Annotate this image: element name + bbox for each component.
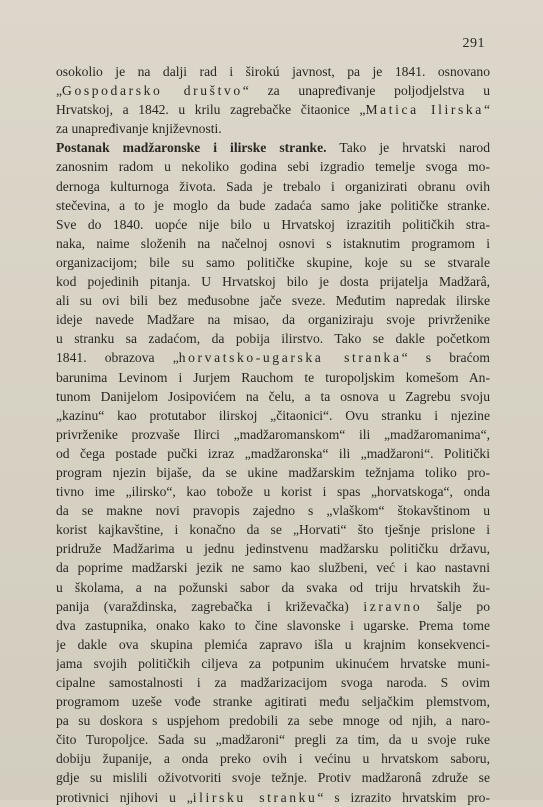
text-line bbox=[56, 387, 490, 406]
body-text bbox=[56, 62, 490, 807]
text-line bbox=[56, 597, 490, 616]
text-segment: čito Turopoljce. Sada su „madžaroni“ pregli za tim, da u svoje ruke bbox=[56, 732, 490, 748]
text-segment: dernoga kulturnoga života. Sada je trebalo i organizirati obranu ovih bbox=[56, 178, 490, 194]
text-line bbox=[56, 539, 490, 558]
text-segment: “ bbox=[483, 102, 490, 118]
spaced-term: horvatsko-ugarska stranka bbox=[178, 350, 402, 366]
text-segment: panija (varaždinska, zagrebačka i križevačka) bbox=[56, 598, 364, 614]
text-line bbox=[56, 253, 490, 272]
text-segment: osokolio je na dalji rad i širokú javnost, pa je 1841. osnovano bbox=[56, 64, 490, 79]
text-line bbox=[56, 177, 490, 196]
text-line bbox=[56, 348, 490, 367]
text-segment: kod pojedinih pitanja. U Hrvatskoj bilo je dosta prijatelja Madžarâ, bbox=[56, 274, 490, 290]
text-segment: ali su ovi bili bez međusobne jače sveze. Međutim napredak ilirske bbox=[56, 293, 490, 309]
text-line bbox=[56, 520, 490, 539]
text-segment: “ s braćom bbox=[401, 350, 490, 366]
text-segment: “ za unapređivanje poljodjelstva u bbox=[242, 83, 490, 99]
text-line bbox=[56, 272, 490, 291]
text-line bbox=[56, 788, 490, 807]
text-line bbox=[56, 558, 490, 577]
text-line bbox=[56, 119, 490, 138]
text-segment: organizacijom; bile su samo političke skupine, koje su se stvarale bbox=[56, 254, 490, 270]
text-segment: stečevina, a to je moglo da bude zadaća samo jake političke stranke. bbox=[56, 197, 490, 213]
text-line bbox=[56, 463, 490, 482]
text-segment: protivnici njihovi u „ bbox=[56, 789, 193, 805]
text-segment: cipalne samostalnosti i za madžarizacijom svoga naroda. S ovim bbox=[56, 675, 490, 690]
text-line bbox=[56, 730, 490, 749]
text-line bbox=[56, 310, 490, 329]
text-line bbox=[56, 234, 490, 253]
text-segment: tunom Danijelom Josipovićem na čelu, a ta osnova u Zagrebu svoju bbox=[56, 388, 490, 404]
text-line bbox=[56, 654, 490, 673]
text-line bbox=[56, 692, 490, 711]
text-segment: 1841. obrazova „ bbox=[56, 350, 179, 366]
text-line bbox=[56, 578, 490, 597]
text-line bbox=[56, 673, 490, 692]
text-segment: tivno ime „ilirsko“, kao tobože u korist i spas „horvatskoga“, onda bbox=[56, 484, 490, 500]
text-line bbox=[56, 425, 490, 444]
text-line bbox=[56, 711, 490, 730]
text-segment: zanosnim radom u nekoliko godina sebi izgradio temelje svoga mo- bbox=[56, 159, 490, 175]
page-number: 291 bbox=[462, 36, 485, 51]
spaced-term: Matica Ilirska bbox=[365, 102, 484, 118]
text-line bbox=[56, 62, 490, 81]
text-line bbox=[56, 635, 490, 654]
spaced-term: izravno bbox=[363, 598, 423, 614]
text-line bbox=[56, 501, 490, 520]
text-segment: je dakle ova skupina plemića zapravo išla u krajnim konsekvenci- bbox=[56, 636, 490, 652]
text-line bbox=[56, 215, 490, 234]
text-line bbox=[56, 768, 490, 787]
text-line bbox=[56, 406, 490, 425]
text-line bbox=[56, 368, 490, 387]
text-segment: Hrvatskoj, a 1842. u krilu zagrebačke čitaonice „ bbox=[56, 102, 366, 118]
text-line bbox=[56, 444, 490, 463]
text-line bbox=[56, 157, 490, 176]
text-segment: pridruže Madžarima u jednu jedinstvenu madžarsku političku državu, bbox=[56, 541, 490, 557]
text-line bbox=[56, 291, 490, 310]
text-line bbox=[56, 616, 490, 635]
text-segment: dva zastupnika, onako kako to čine slavonske i ugarske. Prema tome bbox=[56, 617, 490, 633]
text-line bbox=[56, 100, 490, 119]
text-segment: „ bbox=[56, 83, 63, 99]
text-segment: naka, naime složenih na načelnoj osnovi s istaknutim programom i bbox=[56, 235, 490, 251]
text-segment: “ s izrazito hrvatskim pro- bbox=[317, 789, 490, 805]
text-segment: od čega postade pučki izraz „madžaronska“ ili „madžaroni“. Politički bbox=[56, 445, 490, 461]
text-segment: privrženike prozvaše Ilirci „madžaromanskom“ ili „madžaromanima“, bbox=[56, 426, 490, 442]
text-segment: gdje su mislili oživotvoriti svoje težnje. Protiv madžaronâ združe se bbox=[56, 770, 490, 786]
text-line bbox=[56, 196, 490, 215]
text-line bbox=[56, 138, 490, 157]
text-segment: „kazinu“ kao protutabor ilirskoj „čitaonici“. Ovu stranku i njezine bbox=[56, 407, 490, 423]
text-line bbox=[56, 482, 490, 501]
text-line bbox=[56, 81, 490, 100]
text-segment: Tako je hrvatski narod bbox=[326, 140, 490, 156]
text-segment: jama svojih političkih ciljeva za potpunim ukinućem hrvatske muni- bbox=[56, 655, 490, 671]
text-segment: da poprime madžarski jezik ne samo kao službeni, već i kao nastavni bbox=[56, 560, 490, 576]
text-segment: programom uzeše vođe stranke agitirati među seljačkim plemstvom, bbox=[56, 694, 490, 710]
text-segment: Sve do 1840. uopće nije bilo u Hrvatskoj izrazitih političkih stra- bbox=[56, 216, 490, 232]
text-segment: u školama, a na požunski sabor da svaka od triju hrvatskih žu- bbox=[56, 579, 490, 595]
text-segment: korist kajkavštine, i konačno da se „Horvati“ što tješnje prislone i bbox=[56, 522, 490, 538]
spaced-term: ilirsku stranku bbox=[192, 789, 318, 805]
text-segment: u stranku sa zadaćom, da pobija ilirstvo. Tako se dakle početkom bbox=[56, 331, 490, 347]
text-segment: barunima Levinom i Jurjem Rauchom te turopoljskim komešom An- bbox=[56, 369, 490, 385]
text-line bbox=[56, 749, 490, 768]
text-segment: pa su doskora s uspjehom predobili za sebe mnoge od njih, a naro- bbox=[56, 713, 490, 729]
section-heading: Postanak madžaronske i ilirske stranke. bbox=[56, 140, 327, 156]
text-segment: za unapređivanje književnosti. bbox=[56, 121, 222, 137]
text-segment: dobiju županije, a onda preko ovih i većinu u hrvatskom saboru, bbox=[56, 751, 490, 767]
spaced-term: Gospodarsko društvo bbox=[62, 83, 243, 99]
text-line bbox=[56, 329, 490, 348]
text-segment: da se makne novi pravopis zajedno s „vlaškom“ štokavštinom u bbox=[56, 503, 490, 519]
text-segment: program njezin bijaše, da se ukine madžarskim težnjama toliko pro- bbox=[56, 464, 490, 480]
text-segment: ideje navede Madžare na misao, da organiziraju svoje privrženike bbox=[56, 312, 490, 328]
text-segment: šalje po bbox=[422, 598, 490, 614]
